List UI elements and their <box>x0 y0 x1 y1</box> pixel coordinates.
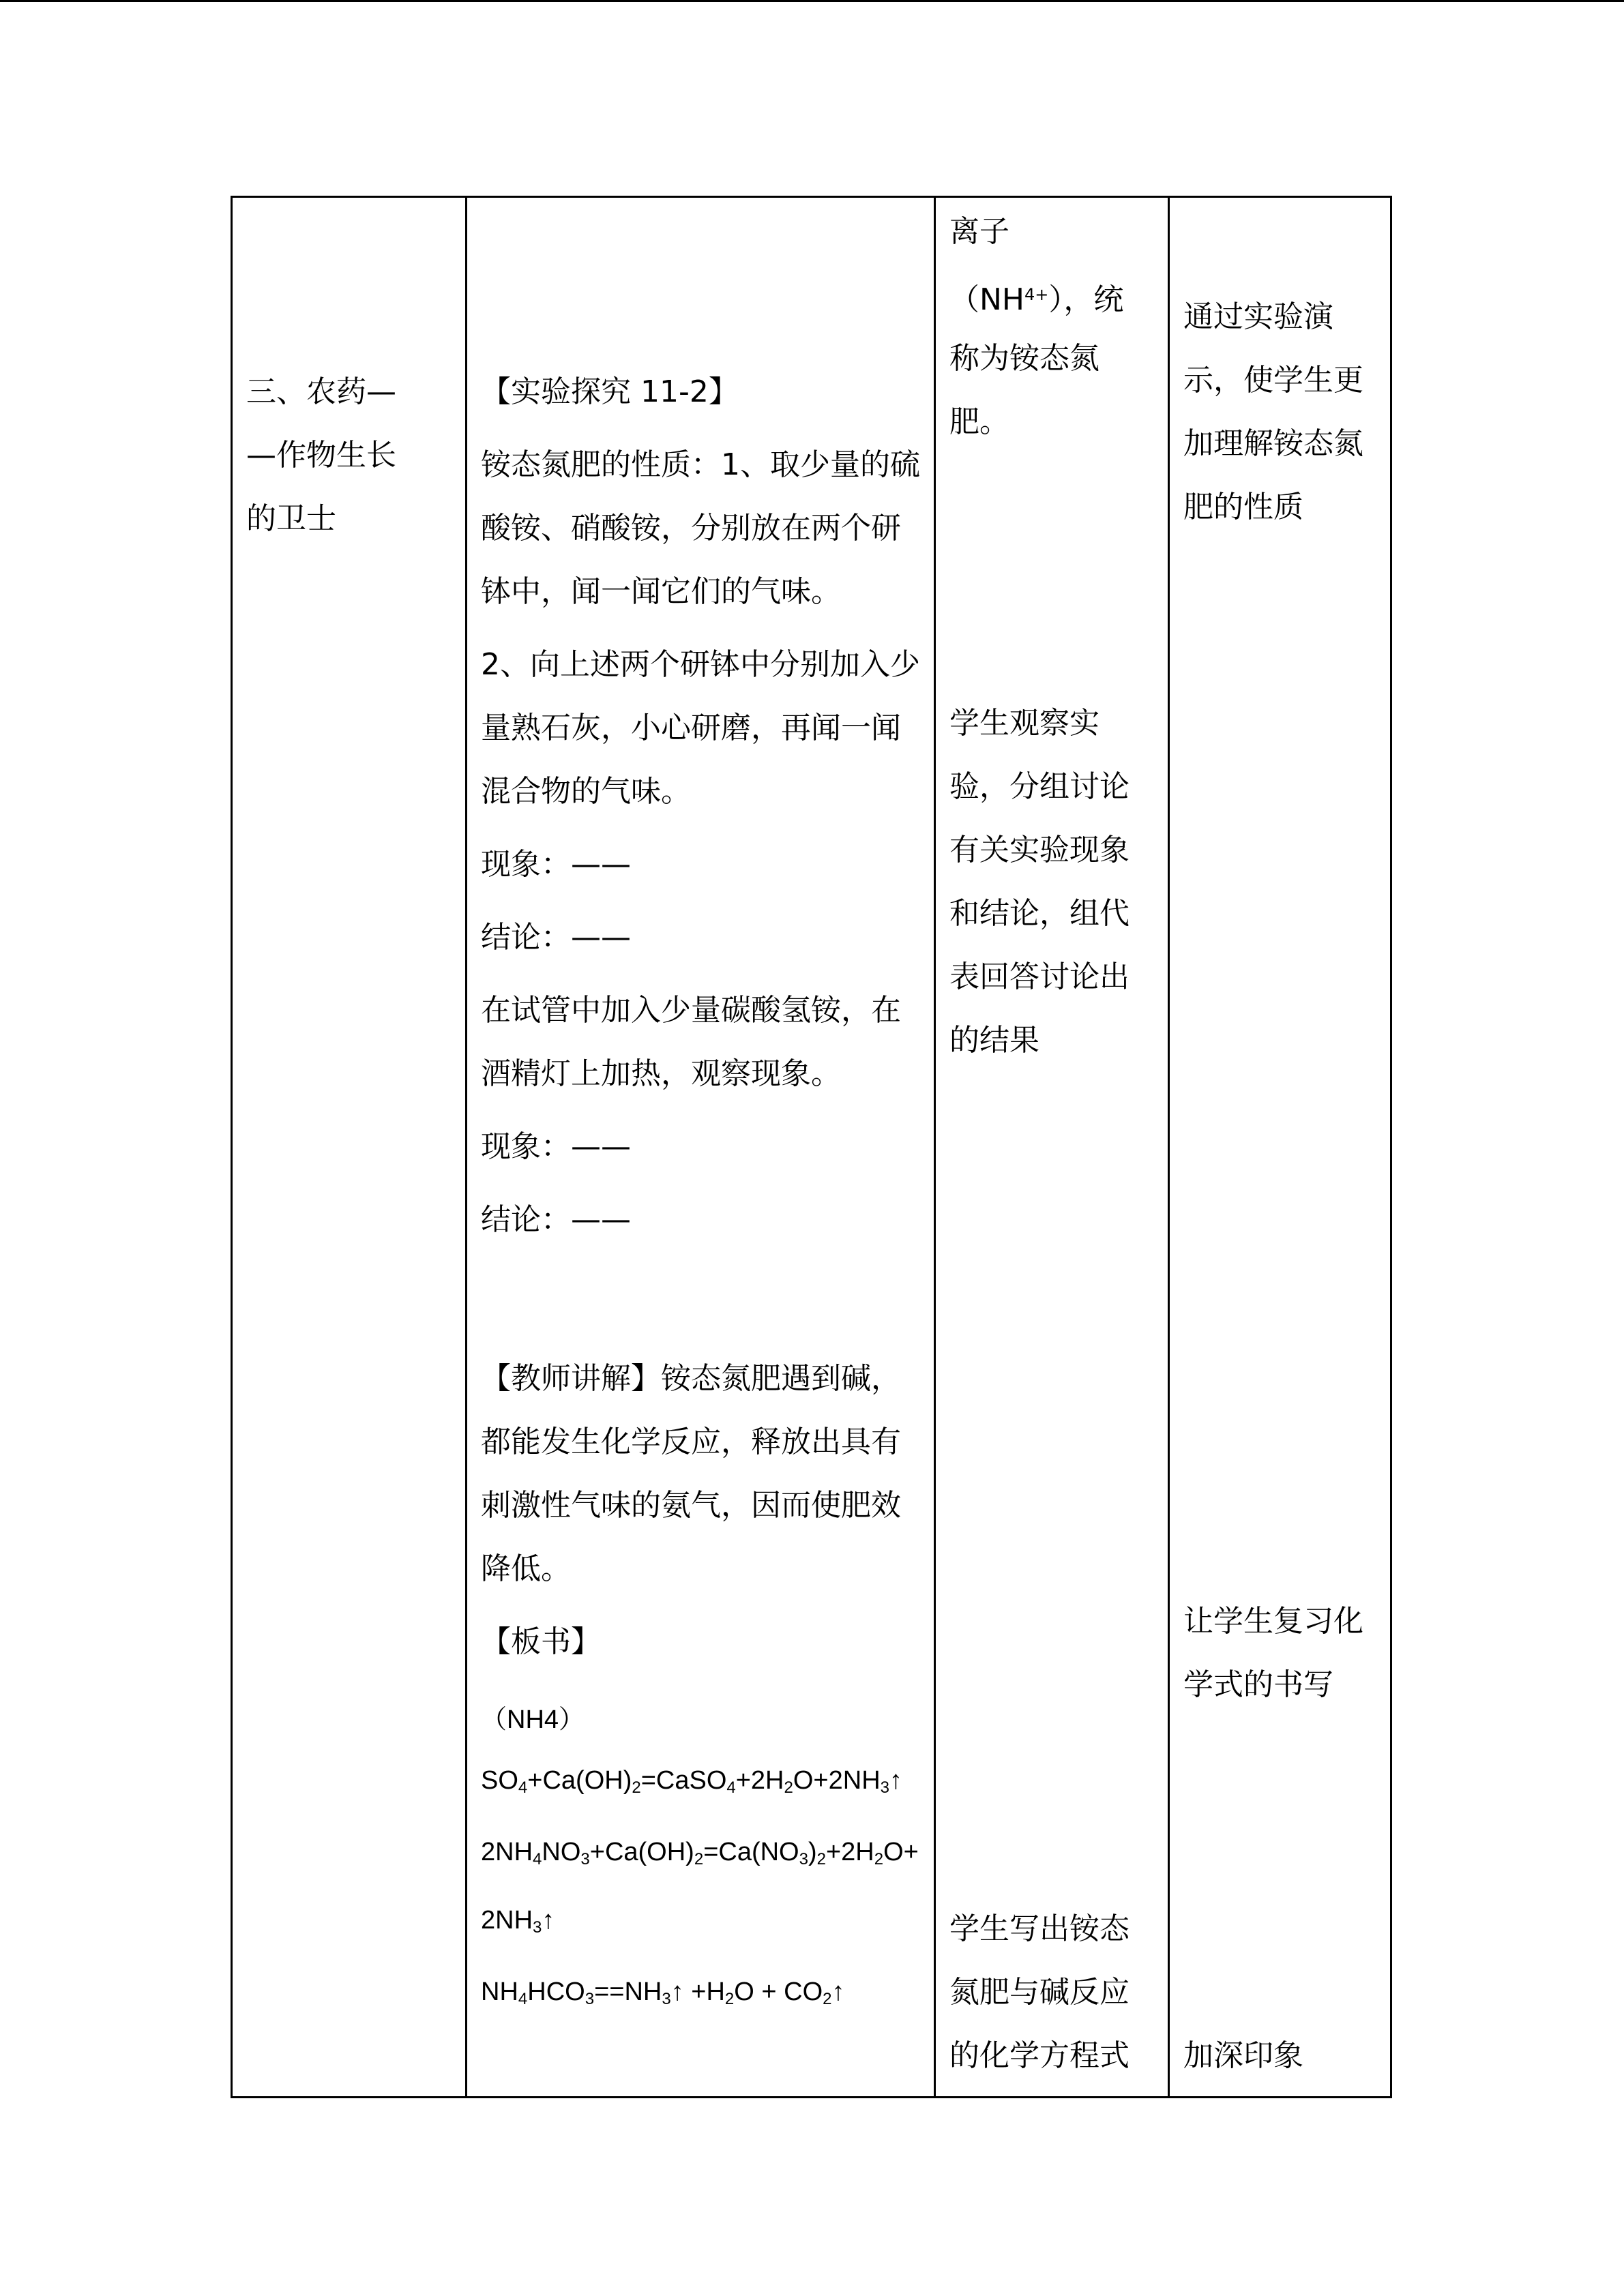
review-purpose-line-1: 让学生复习化 <box>1183 1604 1363 1639</box>
experiment-step-1-line-3: 钵中，闻一闻它们的气味。 <box>481 574 841 609</box>
equation-3: $NH_4HCO_3==NH_3↑ +H_2O$ + $CO_2↑$ <box>481 1978 845 2008</box>
experiment-step-1-line-1: 铵态氮肥的性质：1、取少量的硫 <box>481 447 920 482</box>
teacher-explanation-line-3: 刺激性气味的氨气，因而使肥效 <box>481 1488 901 1523</box>
ion-text-line-3: 称为铵态氮 <box>949 341 1099 376</box>
review-purpose-line-2: 学式的书写 <box>1183 1667 1333 1702</box>
observe-line-4: 和结论，组代 <box>949 896 1130 931</box>
deepen-impression: 加深印象 <box>1183 2038 1303 2073</box>
experiment-step-3-line-2: 酒精灯上加热，观察现象。 <box>481 1056 841 1091</box>
design-intent-cell <box>1168 198 1394 2096</box>
write-equation-line-1: 学生写出铵态 <box>949 1911 1130 1946</box>
section-title-line-1: 三、农药— <box>246 374 396 409</box>
ion-text-line-2: $(NH^{4+})$，统 <box>949 282 1124 317</box>
demo-purpose-line-4: 肥的性质 <box>1183 490 1303 524</box>
experiment-step-2-line-2: 量熟石灰，小心研磨，再闻一闻 <box>481 711 901 745</box>
section-title-line-2: —作物生长 <box>246 438 396 473</box>
observe-line-6: 的结果 <box>949 1023 1039 1058</box>
phenomenon-1: 现象：—— <box>481 847 631 882</box>
observe-line-2: 验，分组讨论 <box>949 769 1130 804</box>
section-title-cell <box>233 198 465 2096</box>
observe-line-5: 表回答讨论出 <box>949 959 1130 994</box>
experiment-step-2-line-3: 混合物的气味。 <box>481 774 691 809</box>
lesson-table <box>231 196 1392 2098</box>
teacher-explanation-line-2: 都能发生化学反应，释放出具有 <box>481 1425 901 1459</box>
student-activity-cell <box>934 198 1168 2096</box>
equation-2-line-2: $2NH_3↑$ <box>481 1906 555 1937</box>
write-equation-line-2: 氮肥与碱反应 <box>949 1975 1130 2010</box>
section-title-line-3: 的卫士 <box>246 501 336 536</box>
teacher-explanation-line-1: 【教师讲解】铵态氮肥遇到碱， <box>481 1361 901 1396</box>
conclusion-2: 结论：—— <box>481 1202 631 1237</box>
experiment-step-2-line-1: 2、向上述两个研钵中分别加入少 <box>481 647 920 682</box>
ion-text-line-4: 肥。 <box>949 404 1009 439</box>
ion-text-line-1: 离子 <box>949 214 1009 249</box>
observe-line-3: 有关实验现象 <box>949 833 1130 867</box>
phenomenon-2: 现象：—— <box>481 1129 631 1164</box>
demo-purpose-line-1: 通过实验演 <box>1183 299 1333 334</box>
equation-2-line-1: $2NH_4NO_3+Ca(OH)_2=Ca(NO_3)_2+2H_2O+$ <box>481 1838 919 1868</box>
experiment-step-3-line-1: 在试管中加入少量碳酸氢铵，在 <box>481 993 901 1028</box>
experiment-heading: 【实验探究 11-2】 <box>481 374 739 409</box>
equation-1: $SO_4+Ca(OH)_2=CaSO_4+2H_2O+2NH_3↑$ <box>481 1766 903 1797</box>
experiment-step-1-line-2: 酸铵、硝酸铵，分别放在两个研 <box>481 511 901 546</box>
demo-purpose-line-3: 加理解铵态氮 <box>1183 426 1363 461</box>
page-top-border <box>0 0 1624 2</box>
conclusion-1: 结论：—— <box>481 920 631 955</box>
observe-line-1: 学生观察实 <box>949 706 1099 741</box>
blackboard-heading: 【板书】 <box>481 1624 601 1659</box>
nh4-prefix: （NH4） <box>481 1705 585 1734</box>
write-equation-line-3: 的化学方程式 <box>949 2038 1130 2073</box>
teaching-content-cell <box>465 198 934 2096</box>
demo-purpose-line-2: 示，使学生更 <box>1183 363 1363 398</box>
teacher-explanation-line-4: 降低。 <box>481 1551 571 1586</box>
